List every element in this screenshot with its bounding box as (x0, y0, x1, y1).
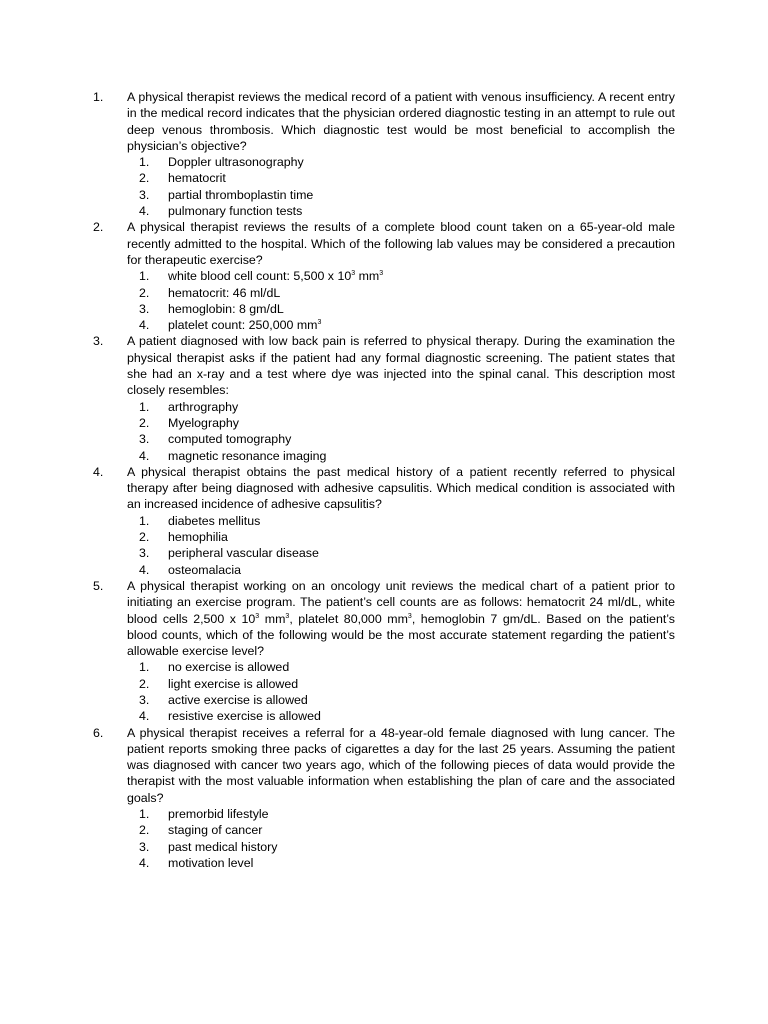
answer-option (93, 545, 675, 561)
option-number: 1. (139, 269, 150, 284)
option-text: resistive exercise is allowed (168, 709, 321, 724)
option-text: light exercise is allowed (168, 676, 299, 691)
option-text: no exercise is allowed (168, 660, 290, 675)
option-number: 4. (139, 562, 150, 577)
answer-option (93, 203, 675, 219)
option-text-part: platelet count: 250,000 mm (168, 318, 318, 333)
answer-options (93, 399, 675, 464)
question-number: 4. (93, 464, 104, 479)
option-text: staging of cancer (168, 823, 263, 838)
question-1 (93, 89, 675, 219)
question-text-part: mm (259, 611, 286, 626)
question-text: A physical therapist reviews the results of a complete blood count taken on a 65-year-old male recently admitted to the hospital. Which of the following lab values may be considered a precaution for therapeutic exercise? (127, 220, 675, 267)
option-number: 4. (139, 855, 150, 870)
answer-options (93, 806, 675, 871)
question-2 (93, 219, 675, 333)
option-text: premorbid lifestyle (168, 807, 269, 822)
answer-option (93, 692, 675, 708)
option-number: 3. (139, 301, 150, 316)
question-number: 5. (93, 578, 104, 593)
option-number: 2. (139, 823, 150, 838)
option-text (168, 317, 321, 333)
option-text: hemoglobin: 8 gm/dL (168, 301, 284, 316)
option-text-part: white blood cell count: 5,500 x 10 (168, 269, 352, 284)
option-text (168, 268, 383, 284)
option-number: 1. (139, 155, 150, 170)
option-number: 4. (139, 448, 150, 463)
superscript: 3 (407, 612, 412, 620)
option-number: 2. (139, 676, 150, 691)
option-number: 4. (139, 709, 150, 724)
question-text-part: , hemoglobin 7 gm/dL. Based on the patient’s blood counts, which of the following would be the most accurate statement regarding the patient’s allowable exercise level? (127, 611, 675, 659)
answer-option (93, 529, 675, 545)
question-number: 1. (93, 90, 104, 104)
option-text: arthrography (168, 399, 239, 414)
option-text: pulmonary function tests (168, 204, 303, 219)
option-number: 3. (139, 432, 150, 447)
option-text: Doppler ultrasonography (168, 155, 304, 170)
question-6 (93, 725, 675, 872)
question-text: A physical therapist reviews the medical record of a patient with venous insufficiency. A recent entry in the medical record indicates that the physician ordered diagnostic testing in an attempt to rule out deep venous thrombosis. Which diagnostic test would be most beneficial to accomplish the physician’s objective? (127, 90, 675, 153)
superscript: 3 (351, 270, 356, 278)
answer-options (93, 154, 675, 219)
answer-option (93, 399, 675, 415)
option-text: motivation level (168, 855, 254, 870)
answer-options (93, 659, 675, 724)
option-number: 2. (139, 285, 150, 300)
answer-option (93, 285, 675, 301)
option-number: 3. (139, 546, 150, 561)
question-text: A patient diagnosed with low back pain is referred to physical therapy. During the examination the physical therapist asks if the patient had any formal diagnostic screening. The patient states that she had an x-ray and a test where dye was injected into the spinal canal. This description most closely resembles: (127, 334, 675, 398)
question-text-part: A physical therapist working on an oncology unit reviews the medical chart of a patient prior to initiating an exercise program. The patient’s cell counts are as follows: hematocrit 24 ml/dL, white blood cells 2,500 x 10 (127, 578, 675, 626)
option-number: 1. (139, 660, 150, 675)
option-text: past medical history (168, 839, 278, 854)
question-text (127, 578, 675, 659)
option-number: 3. (139, 839, 150, 854)
question-list (93, 89, 675, 871)
option-number: 2. (139, 171, 150, 186)
option-text: partial thromboplastin time (168, 187, 314, 202)
option-text: hemophilia (168, 530, 228, 545)
option-number: 2. (139, 530, 150, 545)
answer-option (93, 562, 675, 578)
answer-options (93, 268, 675, 333)
answer-option (93, 431, 675, 447)
answer-option (93, 187, 675, 203)
superscript: 3 (379, 270, 384, 278)
answer-option (93, 708, 675, 724)
answer-option (93, 170, 675, 186)
option-text: active exercise is allowed (168, 692, 308, 707)
option-number: 3. (139, 692, 150, 707)
question-text: A physical therapist receives a referral for a 48-year-old female diagnosed with lung cancer. The patient reports smoking three packs of cigarettes a day for the last 25 years. Assuming the patient was diagnosed with cancer two years ago, which of the following pieces of data would provide the therapist with the most valuable information when establishing the plan of care and the associated goals? (127, 725, 675, 805)
answer-option (93, 676, 675, 692)
answer-option (93, 268, 675, 284)
option-text: Myelography (168, 415, 239, 430)
option-number: 3. (139, 187, 150, 202)
answer-option (93, 855, 675, 871)
question-text: A physical therapist obtains the past medical history of a patient recently referred to physical therapy after being diagnosed with adhesive capsulitis. Which medical condition is associated with an increased incidence of adhesive capsulitis? (127, 464, 675, 512)
option-text: magnetic resonance imaging (168, 448, 327, 463)
answer-option (93, 659, 675, 675)
question-4 (93, 464, 675, 578)
question-3 (93, 333, 675, 463)
answer-option (93, 317, 675, 333)
option-number: 4. (139, 318, 150, 333)
superscript: 3 (317, 319, 322, 327)
option-number: 1. (139, 513, 150, 528)
answer-option (93, 301, 675, 317)
question-5 (93, 578, 675, 725)
option-text: diabetes mellitus (168, 513, 261, 528)
question-text-part: , platelet 80,000 mm (289, 611, 408, 626)
answer-option (93, 154, 675, 170)
option-text: hematocrit (168, 171, 226, 186)
option-text: peripheral vascular disease (168, 546, 319, 561)
option-text: computed tomography (168, 432, 292, 447)
option-text: osteomalacia (168, 562, 242, 577)
answer-option (93, 415, 675, 431)
question-number: 3. (93, 334, 104, 349)
question-number: 6. (93, 725, 104, 740)
superscript: 3 (285, 612, 290, 620)
answer-options (93, 513, 675, 578)
option-text: hematocrit: 46 ml/dL (168, 285, 281, 300)
superscript: 3 (255, 612, 260, 620)
option-text-part: mm (355, 269, 380, 284)
answer-option (93, 806, 675, 822)
option-number: 1. (139, 399, 150, 414)
question-number: 2. (93, 220, 104, 235)
option-number: 2. (139, 415, 150, 430)
answer-option (93, 513, 675, 529)
answer-option (93, 448, 675, 464)
answer-option (93, 839, 675, 855)
option-number: 1. (139, 807, 150, 822)
option-number: 4. (139, 204, 150, 219)
answer-option (93, 822, 675, 838)
